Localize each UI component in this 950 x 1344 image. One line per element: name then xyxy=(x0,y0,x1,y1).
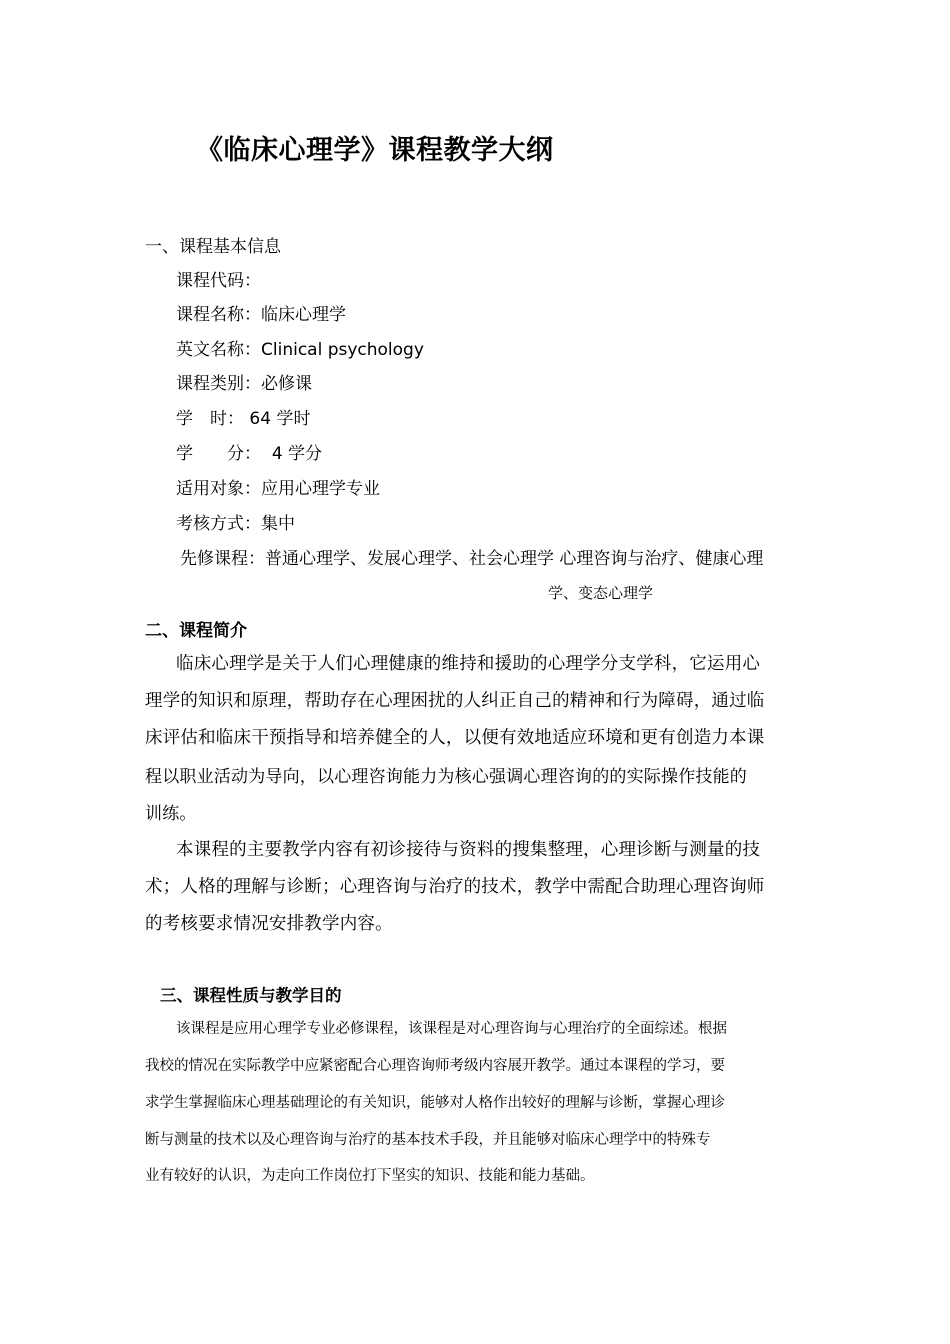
target-row xyxy=(176,474,380,499)
purpose-line3: 求学生掌握临床心理基础理论的有关知识，能够对人格作出较好的理解与诊断，掌握心理诊 xyxy=(145,1095,725,1111)
intro-p1-line2: 理学的知识和原理，帮助存在心理困扰的人纠正自己的精神和行为障碍，通过临 xyxy=(145,691,765,711)
intro-p2-line1-c: ，心理诊断与测量的技 xyxy=(583,840,761,860)
course-type-label: 课程类别： xyxy=(176,374,261,394)
intro-p2-line1 xyxy=(176,836,810,861)
intro-p2-line1-a: 本课程的主要教学内容有 xyxy=(176,840,371,860)
intro-p1-line3-main: 床评估和临床干预指导和培养健全的人，以便有效地适应环境和更有创造力 xyxy=(145,728,730,748)
intro-p2-line3: 的考核要求情况安排教学内容。 xyxy=(145,914,393,934)
prereq-row xyxy=(180,544,763,569)
prereq-label: 先修课程： xyxy=(180,549,265,569)
credit-label: 学 分： xyxy=(176,444,261,464)
prereq-value-line2: 学、变态心理学 xyxy=(548,584,654,602)
target-value: 应用心理学专业 xyxy=(261,479,380,499)
english-name-label: 英文名称： xyxy=(176,340,261,360)
purpose-line2: 我校的情况在实际教学中应紧密配合心理咨询师考级内容展开教学。通过本课程的学习，要 xyxy=(145,1058,725,1074)
section3-heading: 三、课程性质与教学目的 xyxy=(160,986,342,1005)
course-type-value: 必修课 xyxy=(261,374,312,394)
hours-value: 64 学时 xyxy=(249,409,311,429)
course-name-row xyxy=(176,300,346,325)
purpose-line4: 断与测量的技术以及心理咨询与治疗的基本技术手段，并且能够对临床心理学中的特殊专 xyxy=(145,1132,711,1148)
course-code-row xyxy=(176,266,261,291)
course-name-value: 临床心理学 xyxy=(261,305,346,325)
intro-p1-line4: 程以职业活动为导向，以心理咨询能力为核心强调心理咨询的的实际操作技能的 xyxy=(145,767,747,787)
intro-p2-line1-b: 初诊接待与资料的搜集整理 xyxy=(370,840,584,860)
purpose-line1: 该课程是应用心理学专业必修课程，该课程是对心理咨询与心理治疗的全面综述。根据 xyxy=(176,1021,727,1037)
intro-p1-line3-tail: 本课 xyxy=(729,728,765,748)
purpose-line5: 业有较好的认识，为走向工作岗位打下坚实的知识、技能和能力基础。 xyxy=(145,1168,595,1184)
intro-p2-line2: 术；人格的理解与诊断；心理咨询与治疗的技术，教学中需配合助理心理咨询师 xyxy=(145,877,765,897)
exam-value: 集中 xyxy=(261,514,295,534)
hours-label: 学 时： xyxy=(176,409,244,429)
intro-p1-line5: 训练。 xyxy=(145,804,197,824)
credit-row xyxy=(176,439,322,464)
hours-row xyxy=(176,404,310,429)
target-label: 适用对象： xyxy=(176,479,261,499)
english-name-row xyxy=(176,335,424,360)
exam-row xyxy=(176,509,295,534)
section2-heading: 二、课程简介 xyxy=(145,621,247,641)
english-name-value: Clinical psychology xyxy=(261,340,424,360)
course-type-row xyxy=(176,369,312,394)
course-code-label: 课程代码： xyxy=(176,271,261,291)
intro-p1-line3 xyxy=(145,724,810,749)
prereq-value-line1: 普通心理学、发展心理学、社会心理学 心理咨询与治疗、健康心理 xyxy=(265,549,764,569)
credit-value: 4 学分 xyxy=(271,444,323,464)
intro-p1-line1: 临床心理学是关于人们心理健康的维持和援助的心理学分支学科，它运用心 xyxy=(176,654,761,674)
exam-label: 考核方式： xyxy=(176,514,261,534)
document-title: 《临床心理学》课程教学大纲 xyxy=(196,135,554,166)
course-name-label: 课程名称： xyxy=(176,305,261,325)
section1-heading: 一、课程基本信息 xyxy=(145,237,281,257)
